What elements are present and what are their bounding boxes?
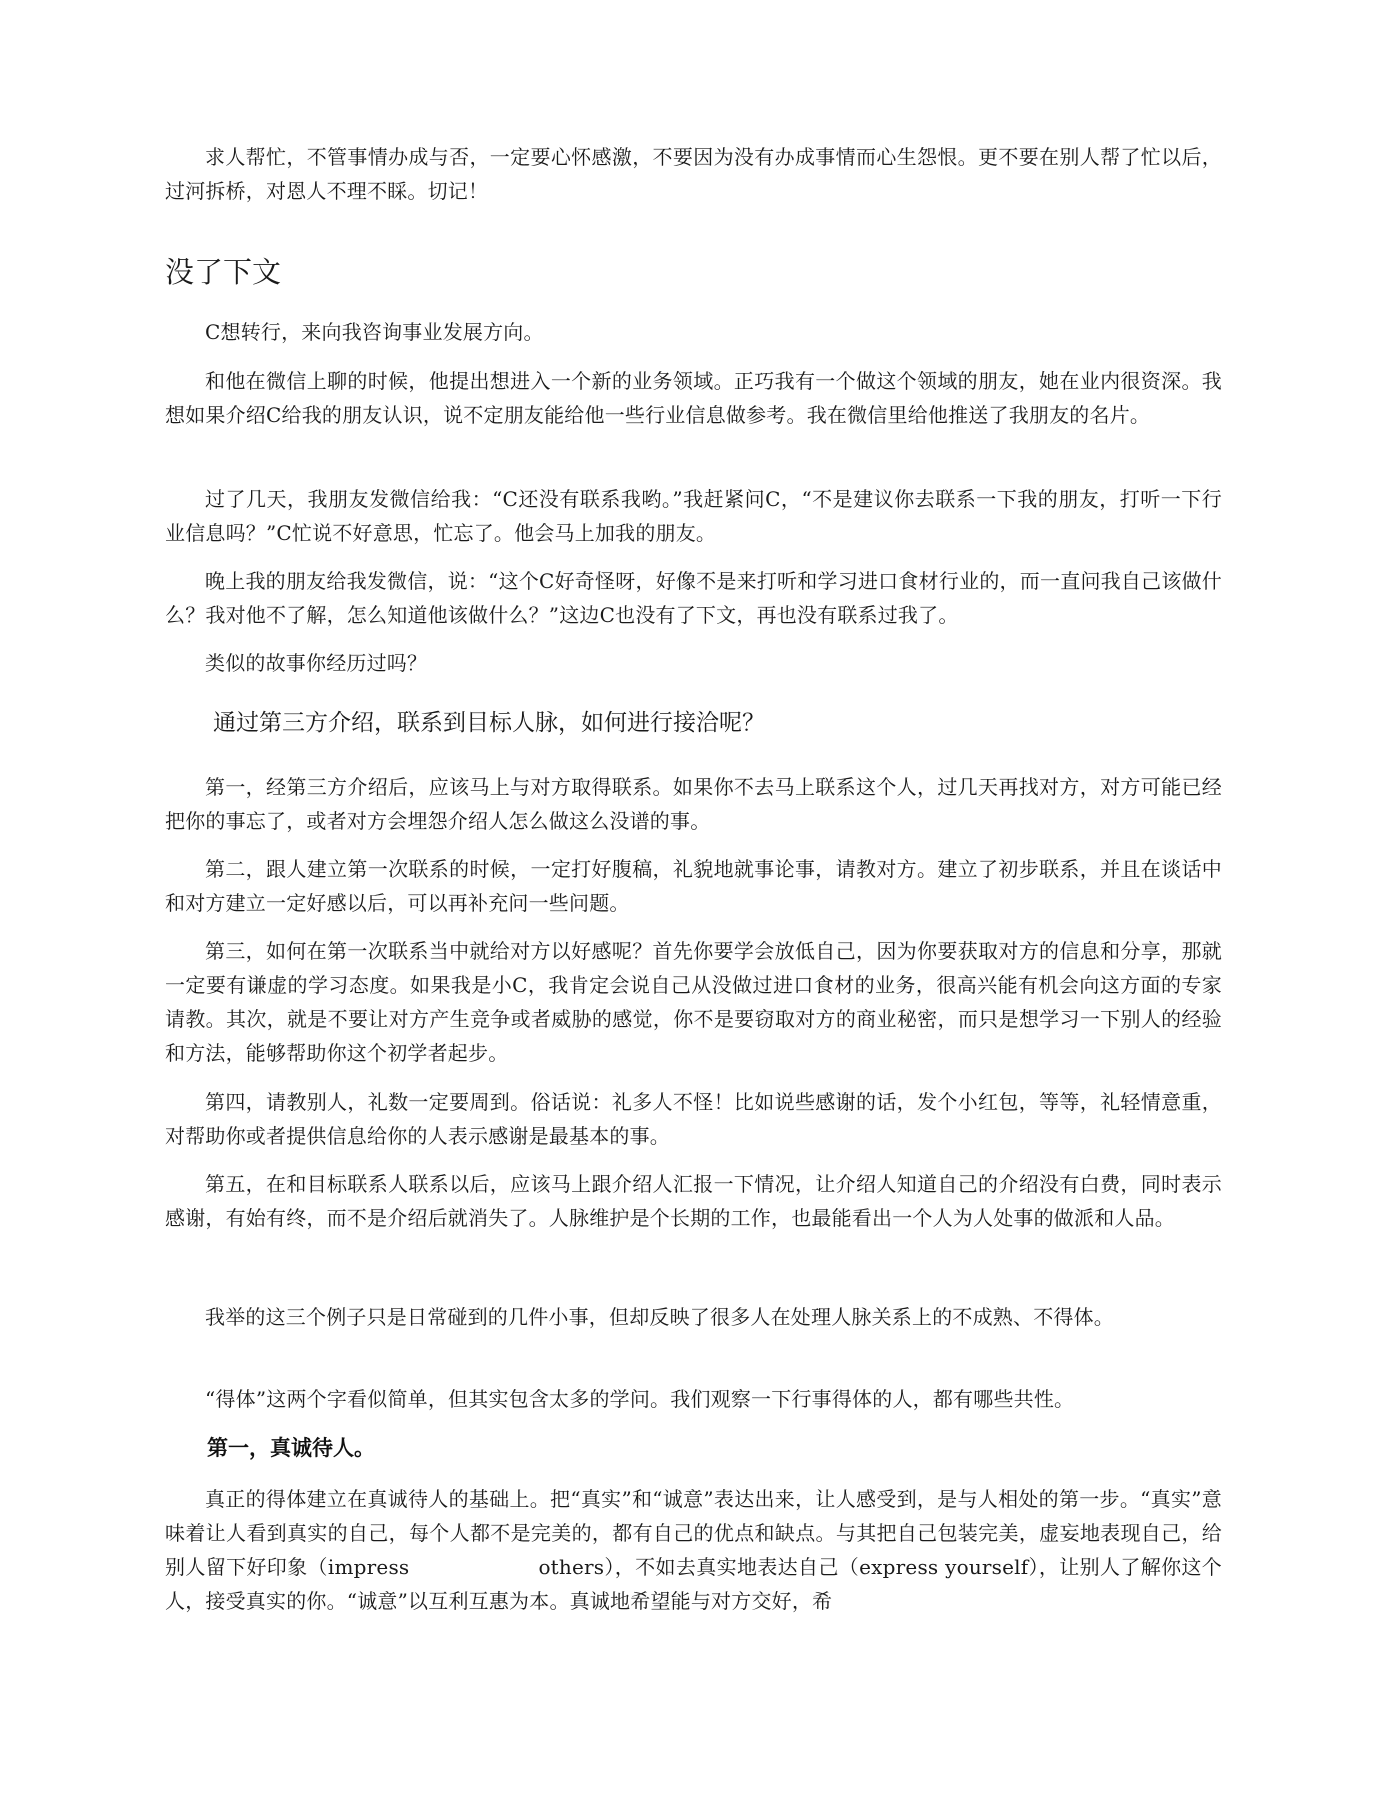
paragraph-similar: 类似的故事你经历过吗？ [205,651,428,675]
paragraph-days-later: 过了几天，我朋友发微信给我：“C还没有联系我哟。”我赶紧问C，“不是建议你去联系一下我的朋友，打听一下行业信息吗？”C忙说不好意思，忙忘了。他会马上加我的朋友。 [165,487,1222,545]
paragraph-thanks: 求人帮忙，不管事情办成与否，一定要心怀感激，不要因为没有办成事情而心生怨恨。更不要在别人帮了忙以后，过河拆桥，对恩人不理不睬。切记！ [165,145,1222,203]
document-page [165,0,1222,1800]
paragraph-fourth: 第四，请教别人，礼数一定要周到。俗话说：礼多人不怪！比如说些感谢的话，发个小红包，等等，礼轻情意重，对帮助你或者提供信息给你的人表示感谢是最基本的事。 [165,1090,1222,1148]
paragraph-wechat: 和他在微信上聊的时候，他提出想进入一个新的业务领域。正巧我有一个做这个领域的朋友，她在业内很资深。我想如果介绍C给我的朋友认识，说不定朋友能给他一些行业信息做参考。我在微信里给他推送了我朋友的名片。 [165,369,1222,427]
paragraph-second: 第二，跟人建立第一次联系的时候，一定打好腹稿，礼貌地就事论事，请教对方。建立了初步联系，并且在谈话中和对方建立一定好感以后，可以再补充问一些问题。 [165,857,1222,915]
subsection-heading: 通过第三方介绍，联系到目标人脉，如何进行接洽呢？ [213,710,765,736]
paragraph-first: 第一，经第三方介绍后，应该马上与对方取得联系。如果你不去马上联系这个人，过几天再找对方，对方可能已经把你的事忘了，或者对方会埋怨介绍人怎么做这么没谱的事。 [165,775,1222,833]
section-heading: 没了下文 [165,255,282,289]
paragraph-c-change: C想转行，来向我咨询事业发展方向。 [205,320,544,344]
paragraph-fifth: 第五，在和目标联系人联系以后，应该马上跟介绍人汇报一下情况，让介绍人知道自己的介绍没有白费，同时表示感谢，有始有终，而不是介绍后就消失了。人脉维护是个长期的工作，也最能看出一个人为人处事的做派和人品。 [165,1172,1222,1230]
bold-heading: 第一，真诚待人。 [207,1436,375,1460]
paragraph-examples: 我举的这三个例子只是日常碰到的几件小事，但却反映了很多人在处理人脉关系上的不成熟、不得体。 [205,1305,1114,1329]
paragraph-evening: 晚上我的朋友给我发微信，说：“这个C好奇怪呀，好像不是来打听和学习进口食材行业的，而一直问我自己该做什么？我对他不了解，怎么知道他该做什么？”这边C也没有了下文，再也没有联系过我了。 [165,569,1222,627]
paragraph-sincere: 真正的得体建立在真诚待人的基础上。把“真实”和“诚意”表达出来，让人感受到，是与人相处的第一步。“真实”意味着让人看到真实的自己，每个人都不是完美的，都有自己的优点和缺点。与其把自己包装完美，虚妄地表现自己，给别人留下好印象（impress others），不如去真实地表达自己（express yourself），让别人了解你这个人，接受真实的你。“诚意”以互利互惠为本。真诚地希望能与对方交好，希 [165,1487,1222,1613]
paragraph-deti: “得体”这两个字看似简单，但其实包含太多的学问。我们观察一下行事得体的人，都有哪些共性。 [205,1387,1075,1411]
paragraph-third: 第三，如何在第一次联系当中就给对方以好感呢？首先你要学会放低自己，因为你要获取对方的信息和分享，那就一定要有谦虚的学习态度。如果我是小C，我肯定会说自己从没做过进口食材的业务，很高兴能有机会向这方面的专家请教。其次，就是不要让对方产生竞争或者威胁的感觉，你不是要窃取对方的商业秘密，而只是想学习一下别人的经验和方法，能够帮助你这个初学者起步。 [165,939,1222,1065]
